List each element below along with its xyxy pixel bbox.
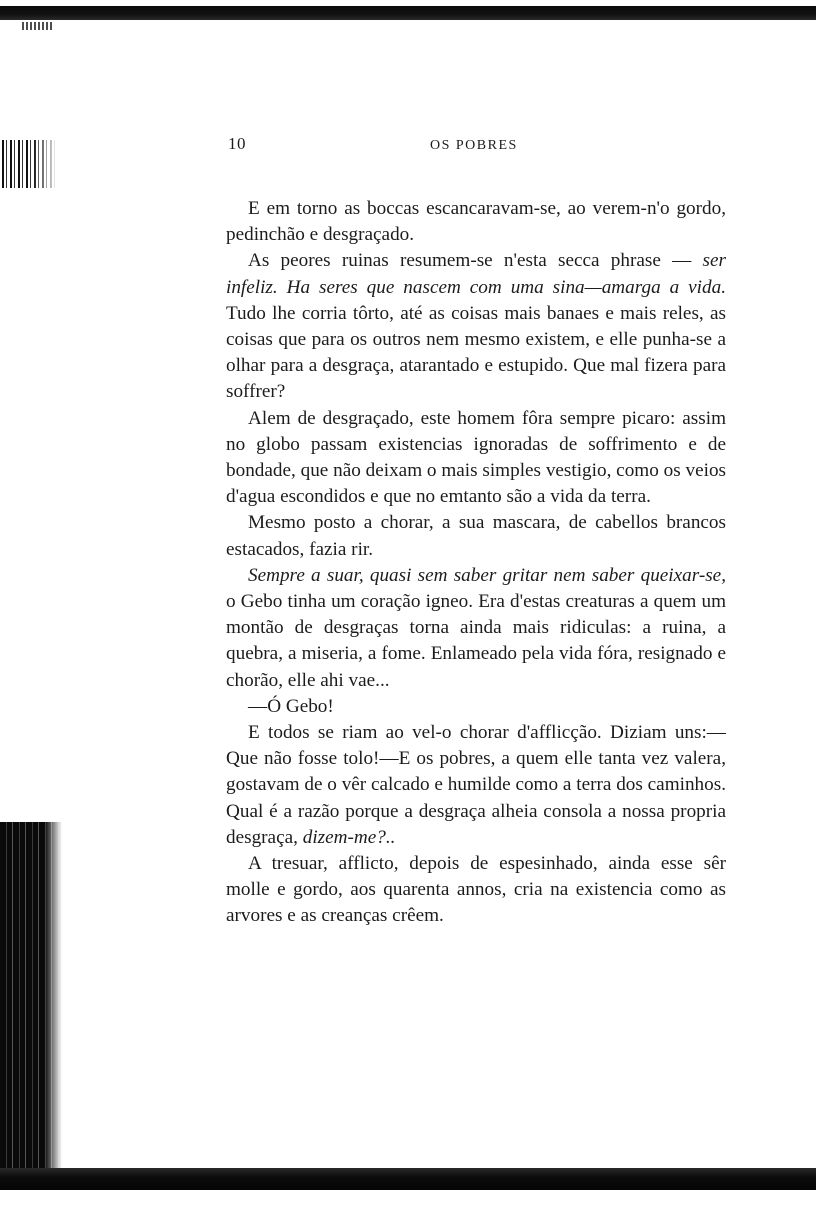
paragraph: [226, 851, 726, 930]
scan-edge-bottom: [0, 1168, 816, 1190]
italic-segment: ser infeliz. Ha seres que nascem com uma sina—amarga a vida.: [226, 250, 726, 298]
text-segment: As peores ruinas resumem-se n'esta secca phrase —: [248, 250, 703, 272]
binding-shadow-upper: [2, 140, 58, 188]
scan-speck: [22, 22, 52, 30]
running-title: OS POBRES: [430, 138, 518, 153]
paragraph: [226, 510, 726, 562]
text-segment: E todos se riam ao vel-o chorar d'afflicção. Diziam uns:—Que não fosse tolo!—E os pobres, a quem elle tanta vez valera, gostavam de o vêr calcado e humilde como a terra dos caminhos. Qual é a razão porque a desgraça alheia consola a nossa propria desgraça,: [226, 722, 726, 848]
text-segment: Mesmo posto a chorar, a sua mascara, de cabellos brancos estacados, fazia rir.: [226, 512, 726, 560]
scan-edge-top: [0, 6, 816, 20]
text-segment: A tresuar, afflicto, depois de espesinhado, ainda esse sêr molle e gordo, aos quarenta annos, cria na existencia como as arvores e as creanças crêem.: [226, 853, 726, 927]
binding-shadow-lower: [0, 822, 62, 1182]
text-segment: —Ó Gebo!: [248, 695, 334, 717]
text-segment: o Gebo tinha um coração igneo. Era d'estas creaturas a quem um montão de desgraças torna ainda mais ridiculas: a ruina, a quebra, a miseria, a fome. Enlameado pela vida fóra, resignado e chorão, elle ahi vae...: [226, 591, 726, 691]
italic-segment: dizem-me?..: [302, 826, 396, 848]
paragraph: [226, 406, 726, 511]
paragraph: [226, 248, 726, 405]
text-segment: Tudo lhe corria tôrto, até as coisas mais banaes e mais reles, as coisas que para os outros nem mesmo existem, e elle punha-se a olhar para a desgraça, atarantado e estupido. Que mal fizera para soffrer?: [226, 302, 726, 403]
paragraph: [226, 196, 726, 248]
paragraph: [226, 694, 726, 720]
body-text: [226, 196, 726, 930]
text-segment: E em torno as boccas escancaravam-se, ao verem-n'o gordo, pedinchão e desgraçado.: [226, 198, 726, 246]
paragraph: [226, 563, 726, 694]
text-segment: Alem de desgraçado, este homem fôra sempre picaro: assim no globo passam existencias ignoradas de soffrimento e de bondade, que não deixam o mais simples vestigio, como os veios d'agua escondidos e que no emtanto são a vida da terra.: [226, 407, 726, 508]
page-number: 10: [228, 134, 246, 153]
paragraph: [226, 720, 726, 851]
italic-segment: Sempre a suar, quasi sem saber gritar nem saber queixar-se,: [248, 564, 726, 586]
